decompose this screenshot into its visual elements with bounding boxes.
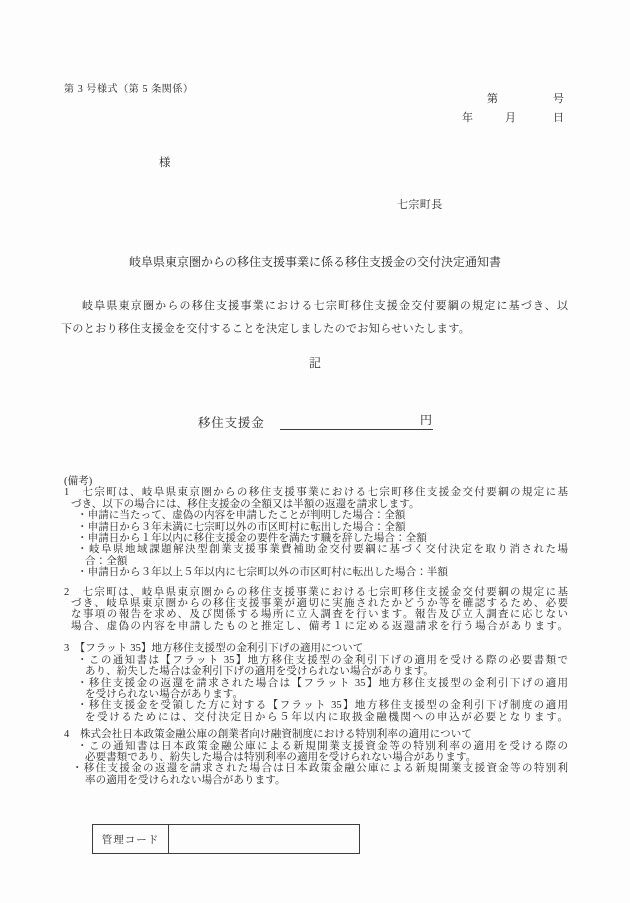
note-line: 岐阜県東京圏からの移住支援事業における七宗町移住支援金交付要綱の規定に基づき、以 xyxy=(82,300,568,312)
note-line: ・申請に当たって、虚偽の内容を申請したことが判明した場合：全額 xyxy=(77,510,406,522)
note-line: ・岐阜県地域課題解決型創業支援事業費補助金交付要綱に基づく交付決定を取り消された場 xyxy=(77,544,568,556)
addressee-honorific: 様 xyxy=(159,157,171,169)
note-line: 下のとおり移住支援金を交付することを決定しましたのでお知らせいたします。 xyxy=(61,322,471,335)
doc-number-prefix: 第 xyxy=(487,93,498,105)
note-line: ・申請日から３年未満に七宗町以外の市区町村に転出した場合：全額 xyxy=(77,521,406,533)
note-line: 4 株式会社日本政策金融公庫の創業者向け融資制度における特別利率の適用について xyxy=(64,729,472,741)
form-number-label: 第 3 号様式（第 5 条関係） xyxy=(64,84,194,95)
date-year-label: 年 xyxy=(462,112,473,124)
note-item-3 xyxy=(64,643,568,723)
document-title: 岐阜県東京圏からの移住支援事業に係る移住支援金の交付決定通知書 xyxy=(128,255,501,269)
note-line: 場合、虚偽の内容を申請したものと推定し、備考１に定める返還請求を行う場合があります。 xyxy=(71,620,568,632)
notes-section xyxy=(64,476,568,786)
management-code-label: 管理コード xyxy=(93,825,169,853)
date-day-label: 日 xyxy=(553,112,564,124)
note-line: づき、以下の場合には、移住支援金の全額又は半額の返還を請求します。 xyxy=(71,498,420,510)
note-line: 率の適用を受けられない場合があります。 xyxy=(85,774,286,786)
sender-title: 七宗町長 xyxy=(397,199,443,211)
note-line: ・移住支援金を受領した方に対する【フラット 35】地方移住支援型の金利引下げ制度の適用 xyxy=(77,700,568,712)
note-line: ・移住支援金の返還を請求された場合は日本政策金融公庫による新規開業支援資金等の特別利 xyxy=(72,763,568,775)
note-item-2 xyxy=(64,587,568,633)
note-line: 3 【フラット 35】地方移住支援型の金利引下げの適用について xyxy=(64,643,364,655)
note-line: づき、岐阜県東京圏からの移住支援事業が適切に実施されたかどうか等を確認するため、必要 xyxy=(71,598,568,610)
management-code-value-cell xyxy=(169,825,359,853)
management-code-table xyxy=(92,824,360,854)
note-line: ・申請日から３年以上５年以内に七宗町以外の市区町村に転出した場合：半額 xyxy=(77,567,448,579)
doc-number-suffix: 号 xyxy=(553,93,564,105)
notes-heading: (備考) xyxy=(64,476,93,487)
note-line: あり、紛失した場合は金利引下げの適用を受けられない場合があります。 xyxy=(85,666,434,678)
amount-label: 移住支援金 xyxy=(198,416,265,430)
ki-marker: 記 xyxy=(308,356,321,370)
note-line: を受けるためには、交付決定日から５年以内に取扱金融機関への申込が必要となります。 xyxy=(85,711,568,723)
note-item-1 xyxy=(64,487,568,578)
note-line: 合：全額 xyxy=(85,555,128,567)
note-line: な事項の報告を求め、及び関係する場所に立入調査を行います。報告及び立入調査に応じない xyxy=(71,609,568,621)
note-line: 2 七宗町は、岐阜県東京圏からの移住支援事業における七宗町移住支援金交付要綱の規定に基 xyxy=(64,586,568,598)
amount-unit: 円 xyxy=(419,413,432,427)
note-line: ・申請日から１年以内に移住支援金の要件を満たす職を辞した場合：全額 xyxy=(77,533,427,545)
note-line: 必要書類であり、紛失した場合は特別利率の適用を受けられない場合があります。 xyxy=(85,751,477,763)
note-line: ・この通知書は【フラット 35】地方移住支援型の金利引下げの適用を受ける際の必要書類で xyxy=(77,654,568,666)
note-line: 1 七宗町は、岐阜県東京圏からの移住支援事業における七宗町移住支援金交付要綱の規定に基 xyxy=(64,487,568,499)
note-line: ・この通知書は日本政策金融公庫による新規開業支援資金等の特別利率の適用を受ける際の xyxy=(77,740,568,752)
note-line: ・移住支援金の返還を請求された場合は【フラット 35】地方移住支援型の金利引下げの適用 xyxy=(77,677,568,689)
note-line: を受けられない場合があります。 xyxy=(85,688,244,700)
date-month-label: 月 xyxy=(505,112,516,124)
note-item-4 xyxy=(64,729,568,786)
body-paragraph xyxy=(61,295,568,340)
amount-value-field xyxy=(280,412,433,430)
